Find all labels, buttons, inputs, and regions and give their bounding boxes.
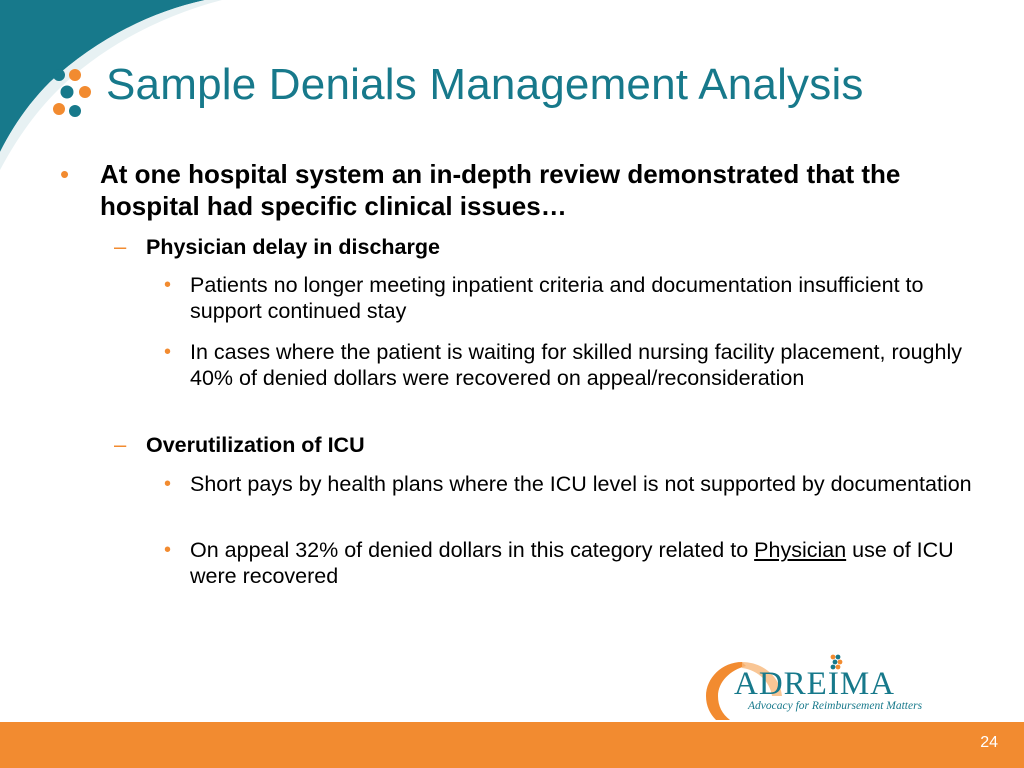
dash-bullet: – [114,234,127,259]
list-item [190,537,990,589]
underlined-text: Physician [754,538,847,562]
bullet-dot: • [164,274,172,296]
list-item: Patients no longer meeting inpatient criteria and documentation insufficient to support continued stay [190,273,924,323]
bullet-dot: • [164,473,172,495]
logo-name: ADREIMA [734,666,895,702]
logo-tagline: Advocacy for Reimbursement Matters [748,700,923,712]
list-item-text-end: use of ICU were recovered [190,538,954,588]
bullet-dot: • [164,341,172,363]
footer-bar [0,722,1024,768]
dot-cluster-icon [50,66,96,120]
bullet-dot: • [60,159,70,189]
page-number: 24 [980,734,998,751]
main-bullet-text: At one hospital system an in-depth review demonstrated that the hospital had specific clinical issues… [100,159,901,221]
section-heading-icu: Overutilization of ICU [146,433,365,457]
section-heading-discharge: Physician delay in discharge [146,235,440,259]
slide-title: Sample Denials Management Analysis [106,60,864,109]
dash-bullet: – [114,432,127,457]
list-item: In cases where the patient is waiting for skilled nursing facility placement, roughly 40% of denied dollars were recovered on appeal/reconsideration [190,340,962,390]
list-item-text-start: On appeal 32% of denied dollars in this category related to [190,538,755,562]
list-item: Short pays by health plans where the ICU level is not supported by documentation [190,472,972,496]
bullet-dot: • [164,539,172,561]
